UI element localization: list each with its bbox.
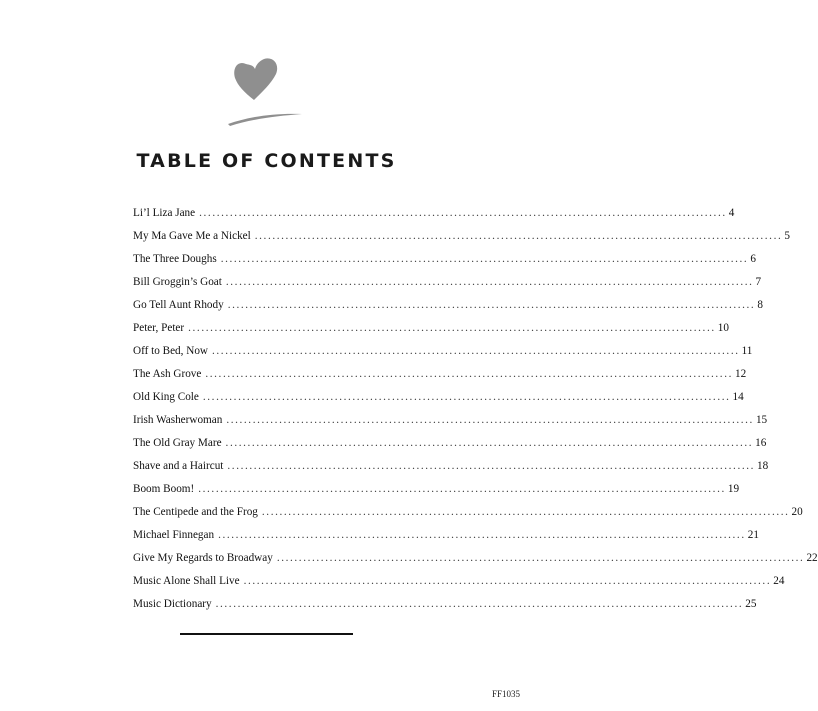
toc-entry-title: Michael Finnegan — [133, 529, 215, 541]
toc-entry — [133, 298, 763, 321]
toc-entry-title: Irish Washerwoman — [133, 414, 223, 426]
toc-entry — [133, 321, 729, 344]
toc-leader-dots: ........................................................................................................................ — [188, 322, 716, 334]
toc-leader-dots: ........................................................................................................................ — [215, 598, 744, 610]
toc-entry-title: The Centipede and the Frog — [133, 506, 258, 518]
toc-entry-page: 24 — [773, 575, 785, 587]
toc-entry — [133, 505, 803, 528]
toc-entry-page: 15 — [755, 414, 768, 426]
swoosh-shape — [228, 114, 302, 126]
toc-leader-dots: ........................................................................................................................ — [199, 207, 727, 219]
toc-entry-title: Boom Boom! — [133, 483, 195, 495]
catalog-code: FF1035 — [491, 689, 520, 699]
toc-entry-title: Old King Cole — [133, 391, 199, 403]
toc-leader-dots: ........................................................................................................................ — [205, 368, 733, 380]
toc-entry — [133, 390, 744, 413]
toc-entry — [133, 551, 818, 574]
toc-entry-page: 6 — [750, 253, 756, 265]
toc-entry-title: Off to Bed, Now — [133, 345, 208, 357]
toc-entry — [133, 413, 768, 436]
toc-leader-dots: ........................................................................................................................ — [261, 506, 790, 518]
toc-entry-page: 21 — [747, 529, 759, 541]
toc-entry-page: 22 — [806, 552, 818, 564]
toc-leader-dots: ........................................................................................................................ — [227, 460, 756, 472]
divider-rule — [180, 633, 353, 635]
toc-entry — [133, 344, 753, 367]
toc-entry-title: The Old Gray Mare — [133, 437, 222, 449]
toc-entry-title: Give My Regards to Broadway — [133, 552, 273, 564]
toc-leader-dots: ........................................................................................................................ — [227, 299, 756, 311]
toc-entry-title: Peter, Peter — [133, 322, 185, 334]
toc-entry-title: Go Tell Aunt Rhody — [133, 299, 224, 311]
toc-entry — [133, 206, 735, 229]
toc-entry-title: My Ma Gave Me a Nickel — [133, 230, 251, 242]
toc-entry-page: 14 — [732, 391, 744, 403]
toc-entry-title: The Three Doughs — [133, 253, 217, 265]
toc-entry-page: 16 — [755, 437, 767, 449]
toc-entry — [133, 597, 757, 620]
toc-entry — [133, 367, 747, 390]
toc-entry-title: Music Dictionary — [133, 598, 212, 610]
toc-entry — [133, 252, 756, 275]
toc-entry — [133, 229, 790, 252]
toc-entry-page: 5 — [784, 230, 790, 242]
toc-entry-page: 11 — [741, 345, 753, 357]
toc-leader-dots: ........................................................................................................................ — [202, 391, 731, 403]
toc-entry-page: 19 — [727, 483, 740, 495]
toc-entry — [133, 574, 785, 597]
toc-entry-title: Shave and a Haircut — [133, 460, 224, 472]
toc-entry — [133, 275, 762, 298]
toc-entry-page: 4 — [728, 207, 735, 219]
toc-entry — [133, 528, 759, 551]
toc-entry-page: 20 — [791, 506, 803, 518]
toc-leader-dots: ........................................................................................................................ — [225, 437, 754, 449]
toc-leader-dots: ........................................................................................................................ — [225, 276, 754, 288]
heart-swoosh-icon — [224, 56, 310, 128]
toc-leader-dots: ........................................................................................................................ — [276, 552, 805, 564]
toc-entry — [133, 482, 740, 505]
toc-entry-page: 12 — [734, 368, 747, 380]
toc-leader-dots: ........................................................................................................................ — [226, 414, 754, 426]
toc-leader-dots: ........................................................................................................................ — [254, 230, 783, 242]
toc-entry-title: Music Alone Shall Live — [133, 575, 240, 587]
toc-entry-title: The Ash Grove — [133, 368, 202, 380]
toc-entry-page: 7 — [755, 276, 762, 288]
toc-entry-page: 10 — [717, 322, 729, 334]
toc-entry-page: 18 — [757, 460, 769, 472]
toc-entry-title: Bill Groggin’s Goat — [133, 276, 222, 288]
toc-entry — [133, 436, 767, 459]
heart-shape — [234, 58, 277, 100]
toc-leader-dots: ........................................................................................................................ — [212, 345, 740, 357]
toc-entry-page: 8 — [757, 299, 763, 311]
toc-entry-page: 25 — [745, 598, 757, 610]
toc-leader-dots: ........................................................................................................................ — [218, 529, 746, 541]
toc-leader-dots: ........................................................................................................................ — [243, 575, 772, 587]
toc-entry-title: Li’l Liza Jane — [133, 207, 196, 219]
table-of-contents — [133, 206, 818, 620]
page-title: TABLE OF CONTENTS — [136, 150, 397, 172]
toc-leader-dots: ........................................................................................................................ — [220, 253, 749, 265]
toc-entry — [133, 459, 769, 482]
toc-leader-dots: ........................................................................................................................ — [198, 483, 726, 495]
